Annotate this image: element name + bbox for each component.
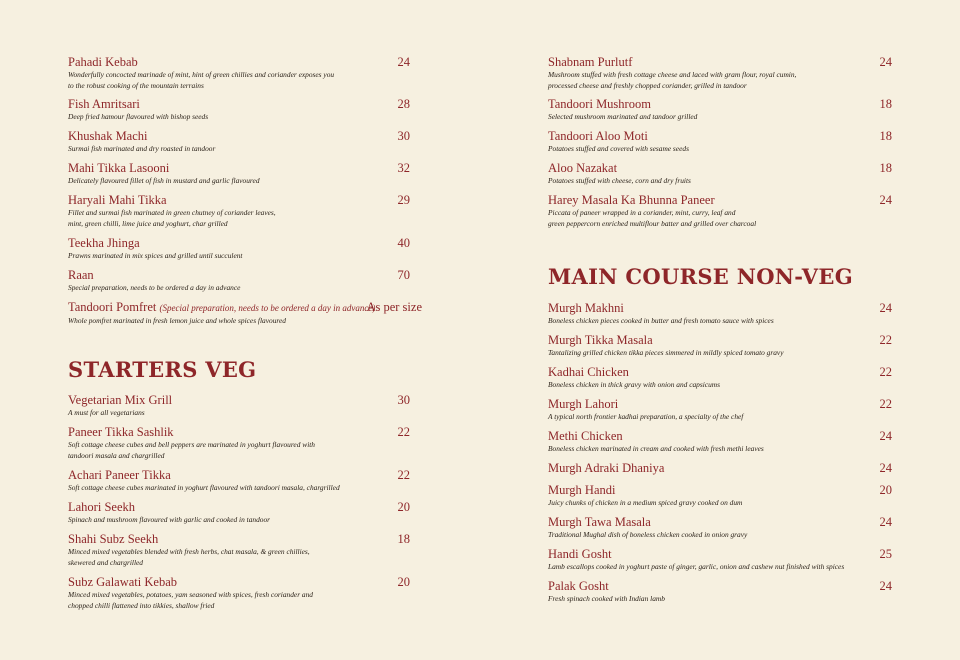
menu-item	[68, 193, 424, 229]
item-price: 24	[879, 301, 892, 315]
item-name: Achari Paneer Tikka	[68, 468, 171, 482]
item-description: Tantalizing grilled chicken tikka pieces simmered in mildly spiced tomato gravy	[548, 348, 784, 357]
item-description: Soft cottage cheese cubes marinated in yoghurt flavoured with tandoori masala, chargrilled	[68, 483, 340, 492]
item-name: Harey Masala Ka Bhunna Paneer	[548, 193, 715, 207]
menu-item	[548, 129, 892, 154]
item-price: 24	[397, 55, 410, 69]
item-description: Boneless chicken marinated in cream and cooked with fresh methi leaves	[548, 444, 764, 453]
menu-item	[548, 55, 892, 91]
item-description: Minced mixed vegetables, potatoes, yam seasoned with spices, fresh coriander and chopped chilli flattened into tikkies, shallow fried	[68, 590, 314, 610]
item-name: Paneer Tikka Sashlik	[68, 425, 174, 439]
menu-item	[68, 468, 424, 493]
item-name: Methi Chicken	[548, 429, 623, 443]
item-price: 24	[879, 515, 892, 529]
item-description: Juicy chunks of chicken in a medium spiced gravy cooked on dum	[548, 498, 743, 507]
item-price: 30	[397, 393, 410, 407]
menu-item	[68, 575, 424, 611]
menu-item	[548, 97, 892, 122]
item-price: 24	[879, 193, 892, 207]
item-price: 18	[879, 129, 892, 143]
item-name: Murgh Tawa Masala	[548, 515, 651, 529]
menu-item	[548, 483, 892, 508]
item-price: 28	[397, 97, 410, 111]
item-name: Tandoori Mushroom	[548, 97, 651, 111]
item-description: Boneless chicken in thick gravy with onion and capsicums	[548, 380, 720, 389]
item-price: 70	[397, 268, 410, 282]
item-name: Aloo Nazakat	[548, 161, 618, 175]
item-name: Haryali Mahi Tikka	[68, 193, 167, 207]
item-name: Fish Amritsari	[68, 97, 140, 111]
menu-item	[548, 365, 892, 390]
menu-item	[548, 301, 892, 326]
item-description: Boneless chicken pieces cooked in butter and fresh tomato sauce with spices	[548, 316, 774, 325]
item-description: Mushroom stuffed with fresh cottage cheese and laced with gram flour, royal cumin, processed cheese and freshly chopped coriander, grilled in tandoor	[548, 70, 797, 90]
item-price: 25	[879, 547, 892, 561]
item-description: Fillet and surmai fish marinated in green chutney of coriander leaves, mint, green chilli, lime juice and yoghurt, char grilled	[68, 208, 276, 228]
item-description: Surmai fish marinated and dry roasted in tandoor	[68, 144, 216, 153]
item-name: Murgh Handi	[548, 483, 616, 497]
menu-item	[68, 500, 424, 525]
item-name: Shahi Subz Seekh	[68, 532, 159, 546]
item-name: Khushak Machi	[68, 129, 148, 143]
item-name: Shabnam Purlutf	[548, 55, 633, 69]
section-heading-starters-veg: STARTERS VEG	[68, 357, 257, 382]
item-description: Soft cottage cheese cubes and bell peppers are marinated in yoghurt flavoured with tandoori masala and chargrilled	[68, 440, 315, 460]
item-price: 24	[879, 579, 892, 593]
item-price: 24	[879, 461, 892, 475]
item-name: Lahori Seekh	[68, 500, 135, 514]
item-price: 18	[397, 532, 410, 546]
item-name: Pahadi Kebab	[68, 55, 138, 69]
item-price: 24	[879, 429, 892, 443]
item-price: 18	[879, 97, 892, 111]
item-description: Prawns marinated in mix spices and grilled until succulent	[68, 251, 243, 260]
menu-item	[548, 333, 892, 358]
item-name-text: Tandoori Pomfret	[68, 300, 157, 314]
item-price: 20	[879, 483, 892, 497]
menu-item	[548, 461, 892, 475]
item-name: Raan	[68, 268, 94, 282]
item-description: Special preparation, needs to be ordered a day in advance	[68, 283, 241, 292]
menu-item	[548, 397, 892, 422]
menu-item	[548, 429, 892, 454]
item-description: Spinach and mushroom flavoured with garlic and cooked in tandoor	[68, 515, 271, 524]
item-price: 30	[397, 129, 410, 143]
item-description: Delicately flavoured fillet of fish in mustard and garlic flavoured	[68, 176, 260, 185]
menu-item	[68, 129, 424, 154]
section-heading-main-course-non-veg: MAIN COURSE NON-VEG	[548, 264, 853, 289]
item-description: Potatoes stuffed with cheese, corn and dry fruits	[548, 176, 691, 185]
menu-item	[548, 547, 892, 572]
item-price: 20	[397, 575, 410, 589]
item-price: 24	[879, 55, 892, 69]
item-description: Potatoes stuffed and covered with sesame seeds	[548, 144, 689, 153]
item-price: 22	[879, 365, 892, 379]
item-description: Wonderfully concocted marinade of mint, hint of green chillies and coriander exposes you to the robust cooking of the mountain terrains	[68, 70, 335, 90]
menu-item	[68, 268, 424, 293]
item-description: Fresh spinach cooked with Indian lamb	[548, 594, 665, 603]
menu-item	[68, 393, 424, 418]
menu-item	[68, 161, 424, 186]
item-name: Vegetarian Mix Grill	[68, 393, 173, 407]
menu-item	[68, 425, 424, 461]
item-price: 40	[397, 236, 410, 250]
menu-item	[548, 579, 892, 604]
item-price: 22	[879, 333, 892, 347]
item-description: A must for all vegetarians	[68, 408, 145, 417]
item-name: Handi Gosht	[548, 547, 612, 561]
item-price: 20	[397, 500, 410, 514]
item-price: 22	[397, 425, 410, 439]
item-name: Murgh Adraki Dhaniya	[548, 461, 665, 475]
menu-item	[68, 97, 424, 122]
item-description: Selected mushroom marinated and tandoor grilled	[548, 112, 698, 121]
menu-item	[68, 532, 424, 568]
item-description: Piccata of paneer wrapped in a coriander, mint, curry, leaf and green peppercorn enriched multiflour batter and grilled over charcoal	[548, 208, 757, 228]
item-name: Murgh Makhni	[548, 301, 624, 315]
menu-item	[68, 236, 424, 261]
item-description: A typical north frontier kadhai preparation, a specialty of the chef	[548, 412, 744, 421]
item-description: Minced mixed vegetables blended with fresh herbs, chat masala, & green chillies, skewered and chargrilled	[68, 547, 310, 567]
item-price: 22	[397, 468, 410, 482]
item-name: Palak Gosht	[548, 579, 609, 593]
item-price: 32	[397, 161, 410, 175]
item-description: Traditional Mughal dish of boneless chicken cooked in onion gravy	[548, 530, 748, 539]
item-price: As per size	[366, 300, 422, 314]
item-price: 22	[879, 397, 892, 411]
item-price: 29	[397, 193, 410, 207]
menu-item	[548, 515, 892, 540]
item-name: Tandoori Aloo Moti	[548, 129, 648, 143]
item-price: 18	[879, 161, 892, 175]
item-note: (Special preparation, needs to be ordered a day in advance)	[159, 303, 376, 313]
item-name: Kadhai Chicken	[548, 365, 629, 379]
item-description: Whole pomfret marinated in fresh lemon juice and whole spices flavoured	[68, 316, 286, 325]
item-name: Mahi Tikka Lasooni	[68, 161, 170, 175]
menu-item	[68, 55, 424, 91]
item-name: Subz Galawati Kebab	[68, 575, 177, 589]
menu-item	[548, 193, 892, 229]
menu-item	[68, 300, 424, 326]
item-description: Deep fried hamour flavoured with bishop seeds	[68, 112, 209, 121]
menu-item	[548, 161, 892, 186]
item-name: Murgh Tikka Masala	[548, 333, 653, 347]
item-name: Murgh Lahori	[548, 397, 619, 411]
item-description: Lamb escallops cooked in yoghurt paste of ginger, garlic, onion and cashew nut finished with spices	[548, 562, 845, 571]
item-name: Teekha Jhinga	[68, 236, 140, 250]
